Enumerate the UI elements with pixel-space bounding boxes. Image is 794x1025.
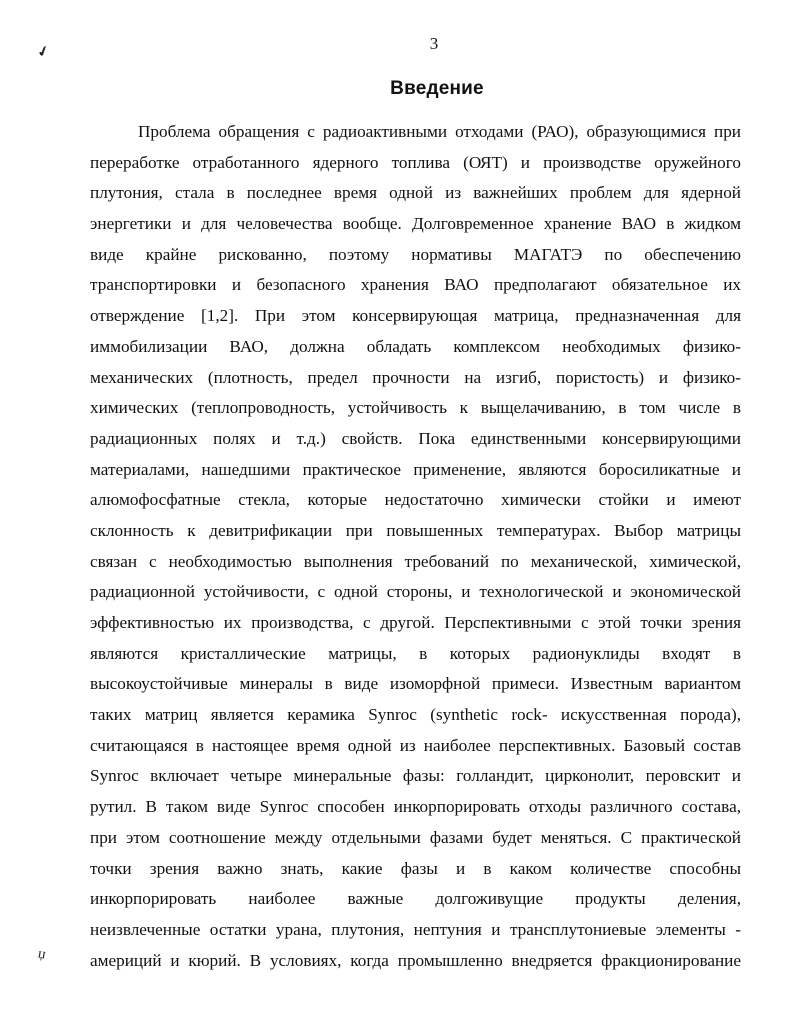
text-line: америций и кюрий. В условиях, когда промышленно внедряется фракционирование bbox=[90, 950, 741, 970]
text-line: считающаяся в настоящее время одной из наиболее перспективных. Базовый состав bbox=[90, 735, 741, 755]
text-line: Проблема обращения с радиоактивными отходами (РАО), образующимися при bbox=[138, 122, 741, 141]
section-heading: Введение bbox=[390, 78, 484, 99]
text-line: энергетики и для человечества вообще. Долговременное хранение ВАО в жидком bbox=[90, 214, 741, 234]
text-line: рутил. В таком виде Synroc способен инкорпорировать отходы различного состава, bbox=[90, 797, 741, 817]
text-line: склонность к девитрификации при повышенных температурах. Выбор матрицы bbox=[90, 520, 741, 540]
text-line: Synroc включает четыре минеральные фазы: голландит, цирконолит, перовскит и bbox=[90, 766, 741, 786]
text-line: неизвлеченные остатки урана, плутония, нептуния и трансплутониевые элементы - bbox=[90, 919, 741, 939]
text-line: радиационной устойчивости, с одной стороны, и технологической и экономической bbox=[90, 582, 741, 602]
scan-mark-bottom: џ bbox=[36, 946, 47, 963]
text-line: транспортировки и безопасного хранения ВАО предполагают обязательное их bbox=[90, 275, 741, 295]
text-line: при этом соотношение между отдельными фазами будет меняться. С практической bbox=[90, 827, 741, 847]
text-line: механических (плотность, предел прочности на изгиб, пористость) и физико- bbox=[90, 367, 741, 387]
text-line: материалами, нашедшими практическое применение, являются боросиликатные и bbox=[90, 459, 741, 479]
text-line: плутония, стала в последнее время одной из важнейших проблем для ядерной bbox=[90, 183, 741, 203]
text-line: алюмофосфатные стекла, которые недостаточно химически стойки и имеют bbox=[90, 490, 741, 510]
text-line: инкорпорировать наиболее важные долгоживущие продукты деления, bbox=[90, 889, 741, 909]
body-paragraph bbox=[90, 117, 741, 976]
text-line: отверждение [1,2]. При этом консервирующая матрица, предназначенная для bbox=[90, 306, 741, 326]
text-line: связан с необходимостью выполнения требований по механической, химической, bbox=[90, 551, 741, 571]
text-line: высокоустойчивые минералы в виде изоморфной примеси. Известным вариантом bbox=[90, 674, 741, 694]
text-line: точки зрения важно знать, какие фазы и в каком количестве способны bbox=[90, 858, 741, 878]
scan-mark-top: ✔ bbox=[35, 43, 52, 62]
text-line: химических (теплопроводность, устойчивость к выщелачиванию, в том числе в bbox=[90, 398, 741, 418]
text-line: эффективностью их производства, с другой. Перспективными с этой точки зрения bbox=[90, 613, 741, 632]
text-line: иммобилизации ВАО, должна обладать комплексом необходимых физико- bbox=[90, 336, 741, 356]
text-line: переработке отработанного ядерного топлива (ОЯТ) и производстве оружейного bbox=[90, 152, 741, 172]
text-line: радиационных полях и т.д.) свойств. Пока единственными консервирующими bbox=[90, 428, 741, 448]
text-line: виде крайне рискованно, поэтому нормативы МАГАТЭ по обеспечению bbox=[90, 244, 741, 264]
text-line: являются кристаллические матрицы, в которых радионуклиды входят в bbox=[90, 643, 741, 663]
text-line: таких матриц является керамика Synroc (synthetic rock- искусственная порода), bbox=[90, 705, 741, 725]
page-number: 3 bbox=[429, 34, 439, 53]
